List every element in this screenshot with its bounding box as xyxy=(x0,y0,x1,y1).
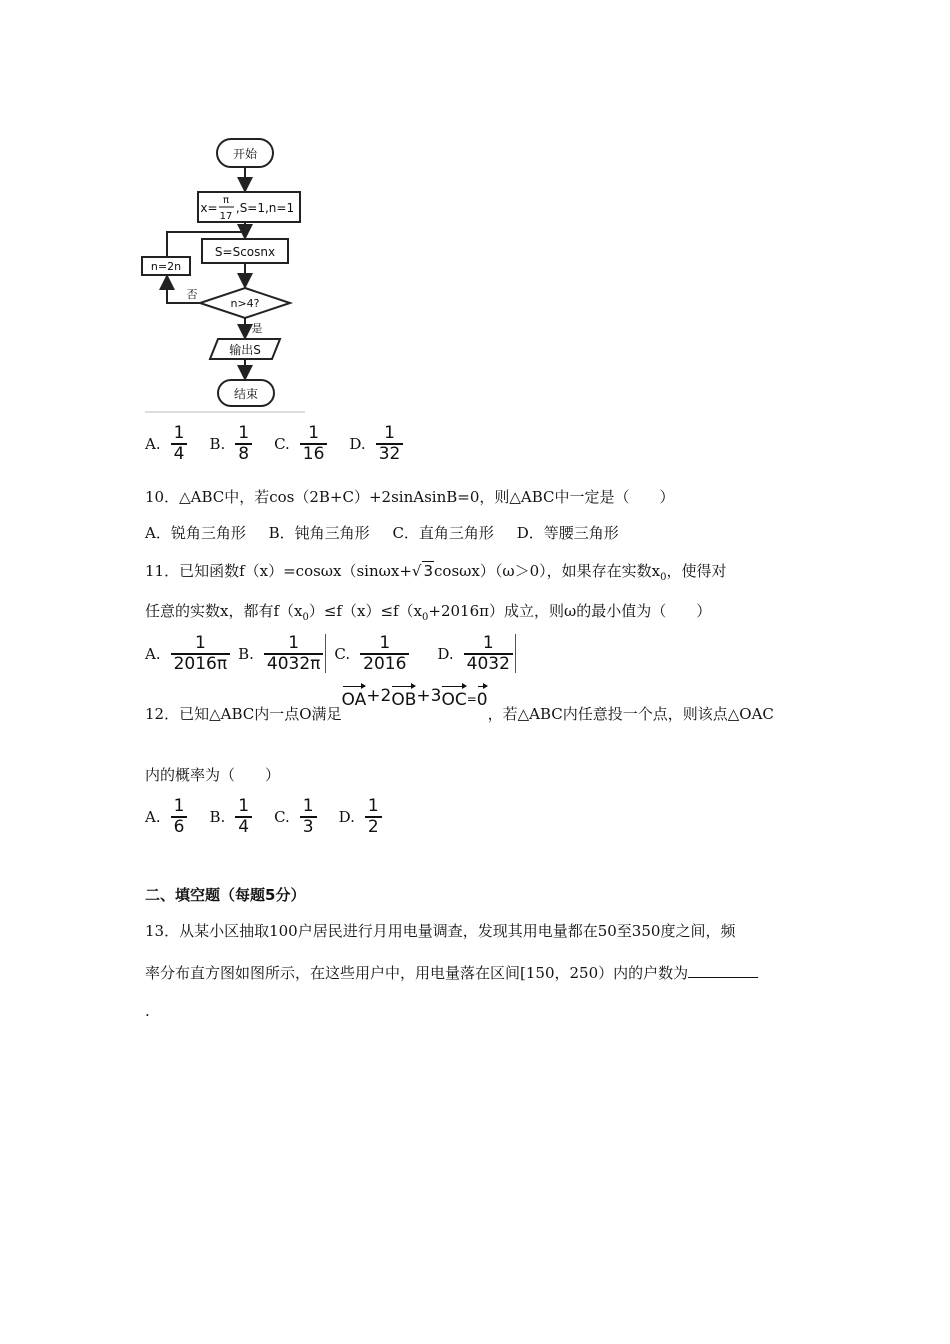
q12-line2: 内的概率为（ ） xyxy=(145,766,281,784)
flow-init-x: x= xyxy=(200,201,218,215)
flow-update-label: n=2n xyxy=(150,260,182,273)
q12-options xyxy=(145,797,382,836)
q11-option-a[interactable]: A. $\frac{1}{2016\pi}$ xyxy=(145,634,230,673)
q13-line1: 13．从某小区抽取100户居民进行月用电量调查，发现其用电量都在50至350度之间，频 xyxy=(145,922,736,940)
fraction: $\frac{1}{2016\pi}$ xyxy=(171,634,231,673)
q9-option-a[interactable]: A. $\frac{1}{4}$ xyxy=(145,424,187,463)
flow-end-label: 结束 xyxy=(233,387,259,401)
fraction: $\frac{1}{8}$ xyxy=(235,424,252,463)
q12-option-d[interactable]: D. $\frac{1}{2}$ xyxy=(339,797,382,836)
flow-init-pi: π xyxy=(222,195,230,206)
fraction: $\frac{1}{2016}$ xyxy=(360,634,409,673)
q10-option-c[interactable]: C．直角三角形 xyxy=(392,524,494,542)
flow-no-label: 否 xyxy=(186,288,198,301)
fraction: $\frac{1}{16}$ xyxy=(300,424,328,463)
flowchart xyxy=(130,130,310,420)
fraction: $\frac{1}{2}$ xyxy=(365,797,382,836)
q10-option-b[interactable]: B．钝角三角形 xyxy=(268,524,370,542)
q9-option-b[interactable]: B. $\frac{1}{8}$ xyxy=(209,424,252,463)
q11-line2: 任意的实数x，都有$f(x_0)\le f(x)\le f(x_0+2016\pi)$成立，则ω的最小值为（ ） xyxy=(145,602,712,623)
q13-line2: 率分布直方图如图所示，在这些用户中，用电量落在区间[150，250）内的户数为 xyxy=(145,962,758,983)
flow-start-label: 开始 xyxy=(232,147,258,161)
q9-option-c[interactable]: C. $\frac{1}{16}$ xyxy=(274,424,327,463)
flow-init-rest: ,S=1,n=1 xyxy=(235,201,295,215)
q12-option-b[interactable]: B. $\frac{1}{4}$ xyxy=(209,797,252,836)
fraction: $\frac{1}{4032}$ xyxy=(464,634,516,673)
flow-condition-label: n>4? xyxy=(230,297,260,310)
q10-option-d[interactable]: D．等腰三角形 xyxy=(516,524,619,542)
q12-option-c[interactable]: C. $\frac{1}{3}$ xyxy=(274,797,317,836)
q12-option-a[interactable]: A. $\frac{1}{6}$ xyxy=(145,797,187,836)
q9-option-d[interactable]: D. $\frac{1}{32}$ xyxy=(349,424,403,463)
q11-option-c[interactable]: C. $\frac{1}{2016}$ xyxy=(334,634,409,673)
q9-options xyxy=(145,424,403,463)
fraction: $\frac{1}{4}$ xyxy=(235,797,252,836)
fraction: $\frac{1}{4}$ xyxy=(171,424,188,463)
q11-option-b[interactable]: B. $\frac{1}{4032\pi}$ xyxy=(238,634,326,673)
vector-equation: OA +2 OB +3 OC = 0 xyxy=(341,686,488,710)
flow-init-den: 17 xyxy=(219,211,233,222)
fraction: $\frac{1}{4032\pi}$ xyxy=(264,634,327,673)
q11-option-d[interactable]: D. $\frac{1}{4032}$ xyxy=(437,634,516,673)
q11-stem: 11．已知函数f（x）=cosωx（sinωx+√ 3cosωx）（ω＞0），如果存在实数$x_0$，使得对 xyxy=(145,562,727,583)
q10-options xyxy=(145,522,619,543)
q12-stem: 12．已知△ABC内一点O满足 OA +2 OB +3 OC = 0 ，若△ABC内任意投一个点，则该点△OAC xyxy=(145,686,774,723)
answer-blank[interactable] xyxy=(688,963,758,978)
fraction: $\frac{1}{3}$ xyxy=(300,797,317,836)
q11-options xyxy=(145,634,516,673)
q10-option-a[interactable]: A．锐角三角形 xyxy=(145,524,246,542)
q13-line3: . xyxy=(145,1002,150,1020)
flow-output-label: 输出S xyxy=(229,343,261,357)
fraction: $\frac{1}{32}$ xyxy=(376,424,404,463)
flow-yes-label: 是 xyxy=(251,322,263,335)
fraction: $\frac{1}{6}$ xyxy=(171,797,188,836)
q10-stem: 10．△ABC中，若cos（2B+C）+2sinAsinB=0，则△ABC中一定是（ ） xyxy=(145,488,675,506)
sqrt-symbol: √ xyxy=(411,562,422,580)
flow-process-label: S=Scosnx xyxy=(214,245,276,259)
section-title: 二、填空题（每题5分） xyxy=(145,886,306,904)
